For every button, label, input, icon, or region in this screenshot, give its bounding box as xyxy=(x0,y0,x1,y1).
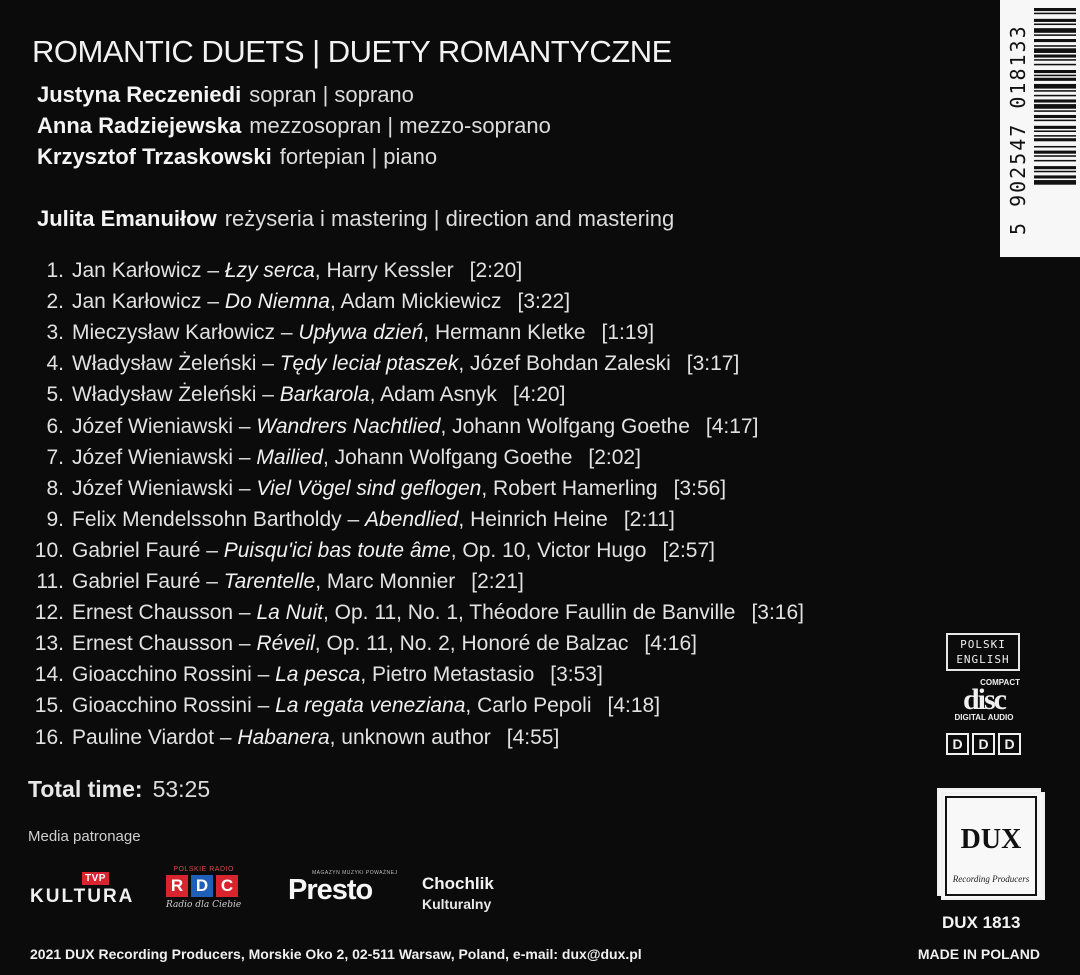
track-number: 3. xyxy=(46,321,64,345)
barcode-bar xyxy=(1034,84,1076,89)
track-number: 14. xyxy=(34,663,64,687)
tvp-kultura-text: KULTURA xyxy=(30,886,135,907)
track-text xyxy=(72,352,739,376)
track-work: Abendlied xyxy=(365,507,459,531)
rdc-letters xyxy=(166,875,241,897)
copyright-footer: 2021 DUX Recording Producers, Morskie Oko 2, 02-511 Warsaw, Poland, e-mail: dux@dux.pl xyxy=(30,946,642,962)
track-work: Viel Vögel sind geflogen xyxy=(256,476,482,500)
barcode-bar xyxy=(1034,160,1076,162)
dux-name: DUX xyxy=(960,824,1022,855)
barcode-bar xyxy=(1034,59,1076,61)
dux-logo-front xyxy=(945,796,1037,896)
track-text xyxy=(72,601,804,625)
rdc-letter-c: C xyxy=(216,875,238,897)
track-composer: Gioacchino Rossini – xyxy=(72,663,276,687)
rdc-logo xyxy=(166,866,241,910)
tvp-kultura-logo xyxy=(30,868,134,908)
track-work: Mailied xyxy=(256,445,323,469)
barcode-bar xyxy=(1034,95,1076,97)
track-duration: [2:11] xyxy=(623,507,675,531)
presto-small-text: MAGAZYN MUZYKI POWAŻNEJ xyxy=(312,870,398,876)
track-number: 12. xyxy=(34,601,64,625)
track-row xyxy=(0,539,940,569)
barcode-bar xyxy=(1034,19,1076,22)
track-number: 9. xyxy=(46,507,64,531)
track-author: , Hermann Kletke xyxy=(423,321,586,345)
track-composer: Gabriel Fauré – xyxy=(72,570,224,593)
track-duration: [3:56] xyxy=(673,476,727,500)
barcode-bar xyxy=(1034,45,1076,47)
track-row xyxy=(0,694,940,724)
track-work: Łzy serca xyxy=(224,259,315,282)
track-text xyxy=(72,290,570,314)
track-text xyxy=(72,570,524,594)
barcode-bar xyxy=(1034,8,1076,11)
director-role: reżyseria i mastering | direction and mastering xyxy=(224,206,675,231)
barcode-bar xyxy=(1034,171,1076,173)
track-duration: [2:20] xyxy=(469,259,523,282)
performer-name: Justyna Reczeniedi xyxy=(37,82,242,107)
track-row xyxy=(0,446,940,476)
barcode-bar xyxy=(1034,48,1076,53)
track-row xyxy=(0,415,940,445)
barcode-bar xyxy=(1034,151,1076,154)
digital-audio-text: DIGITAL AUDIO xyxy=(954,713,1014,722)
rdc-letter-r: R xyxy=(166,875,188,897)
track-number: 4. xyxy=(46,352,64,376)
ddd-badge xyxy=(946,733,1021,755)
barcode-bar xyxy=(1034,180,1076,185)
track-composer: Pauline Viardot – xyxy=(72,725,238,749)
rdc-top-text: POLSKIE RADIO xyxy=(173,866,234,873)
chochlik-text: Chochlik xyxy=(422,874,494,893)
barcode-bar xyxy=(1034,39,1076,42)
track-text xyxy=(72,632,697,656)
total-time-label: Total time: xyxy=(28,776,143,802)
barcode-bar xyxy=(1034,70,1076,73)
disc-text: disc xyxy=(962,683,1005,716)
track-work: Do Niemna xyxy=(224,290,330,314)
performer-role: sopran | soprano xyxy=(249,82,414,107)
track-text xyxy=(72,415,758,439)
track-duration: [4:20] xyxy=(512,383,566,407)
track-text xyxy=(72,477,726,501)
barcode-bar xyxy=(1034,135,1076,137)
track-author: , Adam Asnyk xyxy=(369,383,497,407)
barcode-bar xyxy=(1034,166,1076,169)
barcode xyxy=(1000,0,1080,257)
track-composer: Józef Wieniawski – xyxy=(72,476,257,500)
ddd-letter: D xyxy=(946,733,969,755)
track-number: 16. xyxy=(34,725,64,749)
track-composer: Ernest Chausson – xyxy=(72,632,257,656)
barcode-bar xyxy=(1034,138,1076,141)
track-composer: Józef Wieniawski – xyxy=(72,414,257,438)
track-number: 1. xyxy=(46,259,64,282)
track-number: 8. xyxy=(46,476,64,500)
presto-logo xyxy=(288,870,397,905)
barcode-bar xyxy=(1034,110,1076,112)
track-composer: Jan Karłowicz – xyxy=(72,259,225,282)
track-row xyxy=(0,259,940,289)
barcode-bar xyxy=(1034,126,1076,129)
track-composer: Władysław Żeleński – xyxy=(72,383,280,407)
track-number: 13. xyxy=(34,632,64,656)
track-author: , Adam Mickiewicz xyxy=(329,290,502,314)
ddd-letter: D xyxy=(998,733,1021,755)
track-composer: Gabriel Fauré – xyxy=(72,538,224,562)
track-text xyxy=(72,539,715,563)
track-duration: [4:17] xyxy=(705,414,759,438)
track-row xyxy=(0,663,940,693)
track-text xyxy=(72,446,641,470)
track-author: , Marc Monnier xyxy=(315,570,456,593)
track-text xyxy=(72,694,660,718)
barcode-bar xyxy=(1034,146,1076,148)
track-row xyxy=(0,570,940,600)
chochlik-logo xyxy=(422,874,494,912)
track-author: , Johann Wolfgang Goethe xyxy=(440,414,690,438)
language-polski: POLSKI xyxy=(960,638,1006,651)
barcode-bar xyxy=(1034,99,1076,102)
track-work: Tędy leciał ptaszek xyxy=(279,352,459,376)
language-badge xyxy=(946,633,1020,671)
track-author: , Robert Hamerling xyxy=(481,476,658,500)
track-author: , unknown author xyxy=(329,725,491,749)
barcode-bar xyxy=(1034,104,1076,109)
barcode-bar xyxy=(1034,78,1076,81)
track-work: Barkarola xyxy=(279,383,370,407)
track-row xyxy=(0,508,940,538)
track-row xyxy=(0,601,940,631)
album-title: ROMANTIC DUETS | DUETY ROMANTYCZNE xyxy=(32,34,672,69)
track-duration: [2:21] xyxy=(471,570,524,593)
track-author: , Op. 11, No. 1, Théodore Faullin de Banville xyxy=(322,601,736,625)
track-row xyxy=(0,726,940,756)
performer-name: Krzysztof Trzaskowski xyxy=(37,144,272,169)
track-text xyxy=(72,383,565,407)
barcode-bar xyxy=(1034,130,1076,132)
barcode-bar xyxy=(1034,120,1076,122)
total-time-value: 53:25 xyxy=(152,776,211,802)
barcode-bar xyxy=(1034,75,1076,77)
track-author: , Carlo Pepoli xyxy=(465,694,592,718)
track-text xyxy=(72,321,654,345)
kulturalny-text: Kulturalny xyxy=(422,896,492,912)
track-work: La regata veneziana xyxy=(275,694,466,718)
track-author: , Op. 10, Victor Hugo xyxy=(450,538,647,562)
track-composer: Władysław Żeleński – xyxy=(72,352,280,376)
track-work: Wandrers Nachtlied xyxy=(256,414,441,438)
track-duration: [4:18] xyxy=(607,694,661,718)
track-composer: Józef Wieniawski – xyxy=(72,445,257,469)
track-author: , Johann Wolfgang Goethe xyxy=(322,445,573,469)
track-author: , Józef Bohdan Zaleski xyxy=(458,352,671,376)
track-composer: Ernest Chausson – xyxy=(72,601,257,625)
track-row xyxy=(0,477,940,507)
direction-credit xyxy=(37,206,674,232)
track-author: , Op. 11, No. 2, Honoré de Balzac xyxy=(314,632,629,656)
track-number: 11. xyxy=(36,570,64,593)
barcode-bar xyxy=(1034,28,1076,33)
track-number: 10. xyxy=(34,538,64,562)
barcode-bars xyxy=(1034,8,1076,253)
barcode-bar xyxy=(1034,24,1076,26)
track-work: La Nuit xyxy=(256,601,323,625)
performer-1 xyxy=(37,82,414,108)
track-work: La pesca xyxy=(275,663,361,687)
track-author: , Heinrich Heine xyxy=(458,507,608,531)
track-number: 15. xyxy=(34,694,64,718)
track-text xyxy=(72,259,522,283)
language-english: ENGLISH xyxy=(956,653,1010,666)
total-time xyxy=(28,776,210,803)
made-in-poland: MADE IN POLAND xyxy=(917,946,1040,962)
track-work: Puisqu'ici bas toute âme xyxy=(223,538,451,562)
track-work: Tarentelle xyxy=(223,570,316,593)
presto-text: Presto xyxy=(288,874,373,906)
track-author: , Pietro Metastasio xyxy=(360,663,535,687)
rdc-letter-d: D xyxy=(191,875,213,897)
track-author: , Harry Kessler xyxy=(314,259,454,282)
barcode-bar xyxy=(1034,55,1076,58)
track-row xyxy=(0,352,940,382)
track-row xyxy=(0,383,940,413)
tvp-box: TVP xyxy=(82,872,109,885)
director-name: Julita Emanuiłow xyxy=(37,206,217,231)
media-patronage-label: Media patronage xyxy=(28,828,141,845)
track-text xyxy=(72,508,675,532)
track-duration: [3:53] xyxy=(550,663,603,687)
barcode-bar xyxy=(1034,64,1076,66)
track-duration: [3:16] xyxy=(751,601,804,625)
performer-role: fortepian | piano xyxy=(279,144,438,169)
track-duration: [4:16] xyxy=(644,632,697,656)
track-number: 6. xyxy=(46,414,64,438)
compact-text: COMPACT xyxy=(980,678,1020,687)
track-duration: [2:57] xyxy=(662,538,715,562)
track-row xyxy=(0,632,940,662)
track-work: Habanera xyxy=(237,725,330,749)
track-composer: Mieczysław Karłowicz – xyxy=(72,321,299,345)
dux-logo xyxy=(937,788,1049,903)
catalog-number: DUX 1813 xyxy=(942,913,1021,932)
track-text xyxy=(72,663,603,687)
compact-disc-logo xyxy=(946,678,1022,726)
track-row xyxy=(0,321,940,351)
barcode-digits: 5 902547 018133 xyxy=(1006,24,1030,236)
performer-3 xyxy=(37,144,437,170)
barcode-bar xyxy=(1034,175,1076,178)
track-duration: [2:02] xyxy=(588,445,641,469)
track-number: 2. xyxy=(46,290,64,314)
track-composer: Jan Karłowicz – xyxy=(72,290,225,314)
track-composer: Gioacchino Rossini – xyxy=(72,694,276,718)
barcode-bar xyxy=(1034,115,1076,118)
performer-2 xyxy=(37,113,551,139)
performer-name: Anna Radziejewska xyxy=(37,113,242,138)
track-duration: [3:22] xyxy=(517,290,571,314)
track-duration: [4:55] xyxy=(506,725,560,749)
ddd-letter: D xyxy=(972,733,995,755)
track-row xyxy=(0,290,940,320)
track-duration: [3:17] xyxy=(686,352,740,376)
barcode-bar xyxy=(1034,90,1076,92)
dux-sub: Recording Producers xyxy=(952,874,1030,884)
track-number: 7. xyxy=(46,445,64,469)
track-composer: Felix Mendelssohn Bartholdy – xyxy=(72,507,365,531)
barcode-bar xyxy=(1034,13,1076,15)
performer-role: mezzosopran | mezzo-soprano xyxy=(249,113,551,138)
track-text xyxy=(72,726,559,750)
track-work: Upływa dzień xyxy=(298,321,424,345)
track-number: 5. xyxy=(46,383,64,407)
rdc-script: Radio dla Ciebie xyxy=(166,900,242,910)
track-duration: [1:19] xyxy=(601,321,655,345)
track-work: Réveil xyxy=(256,632,315,656)
barcode-bar xyxy=(1034,34,1076,36)
barcode-bar xyxy=(1034,155,1076,157)
